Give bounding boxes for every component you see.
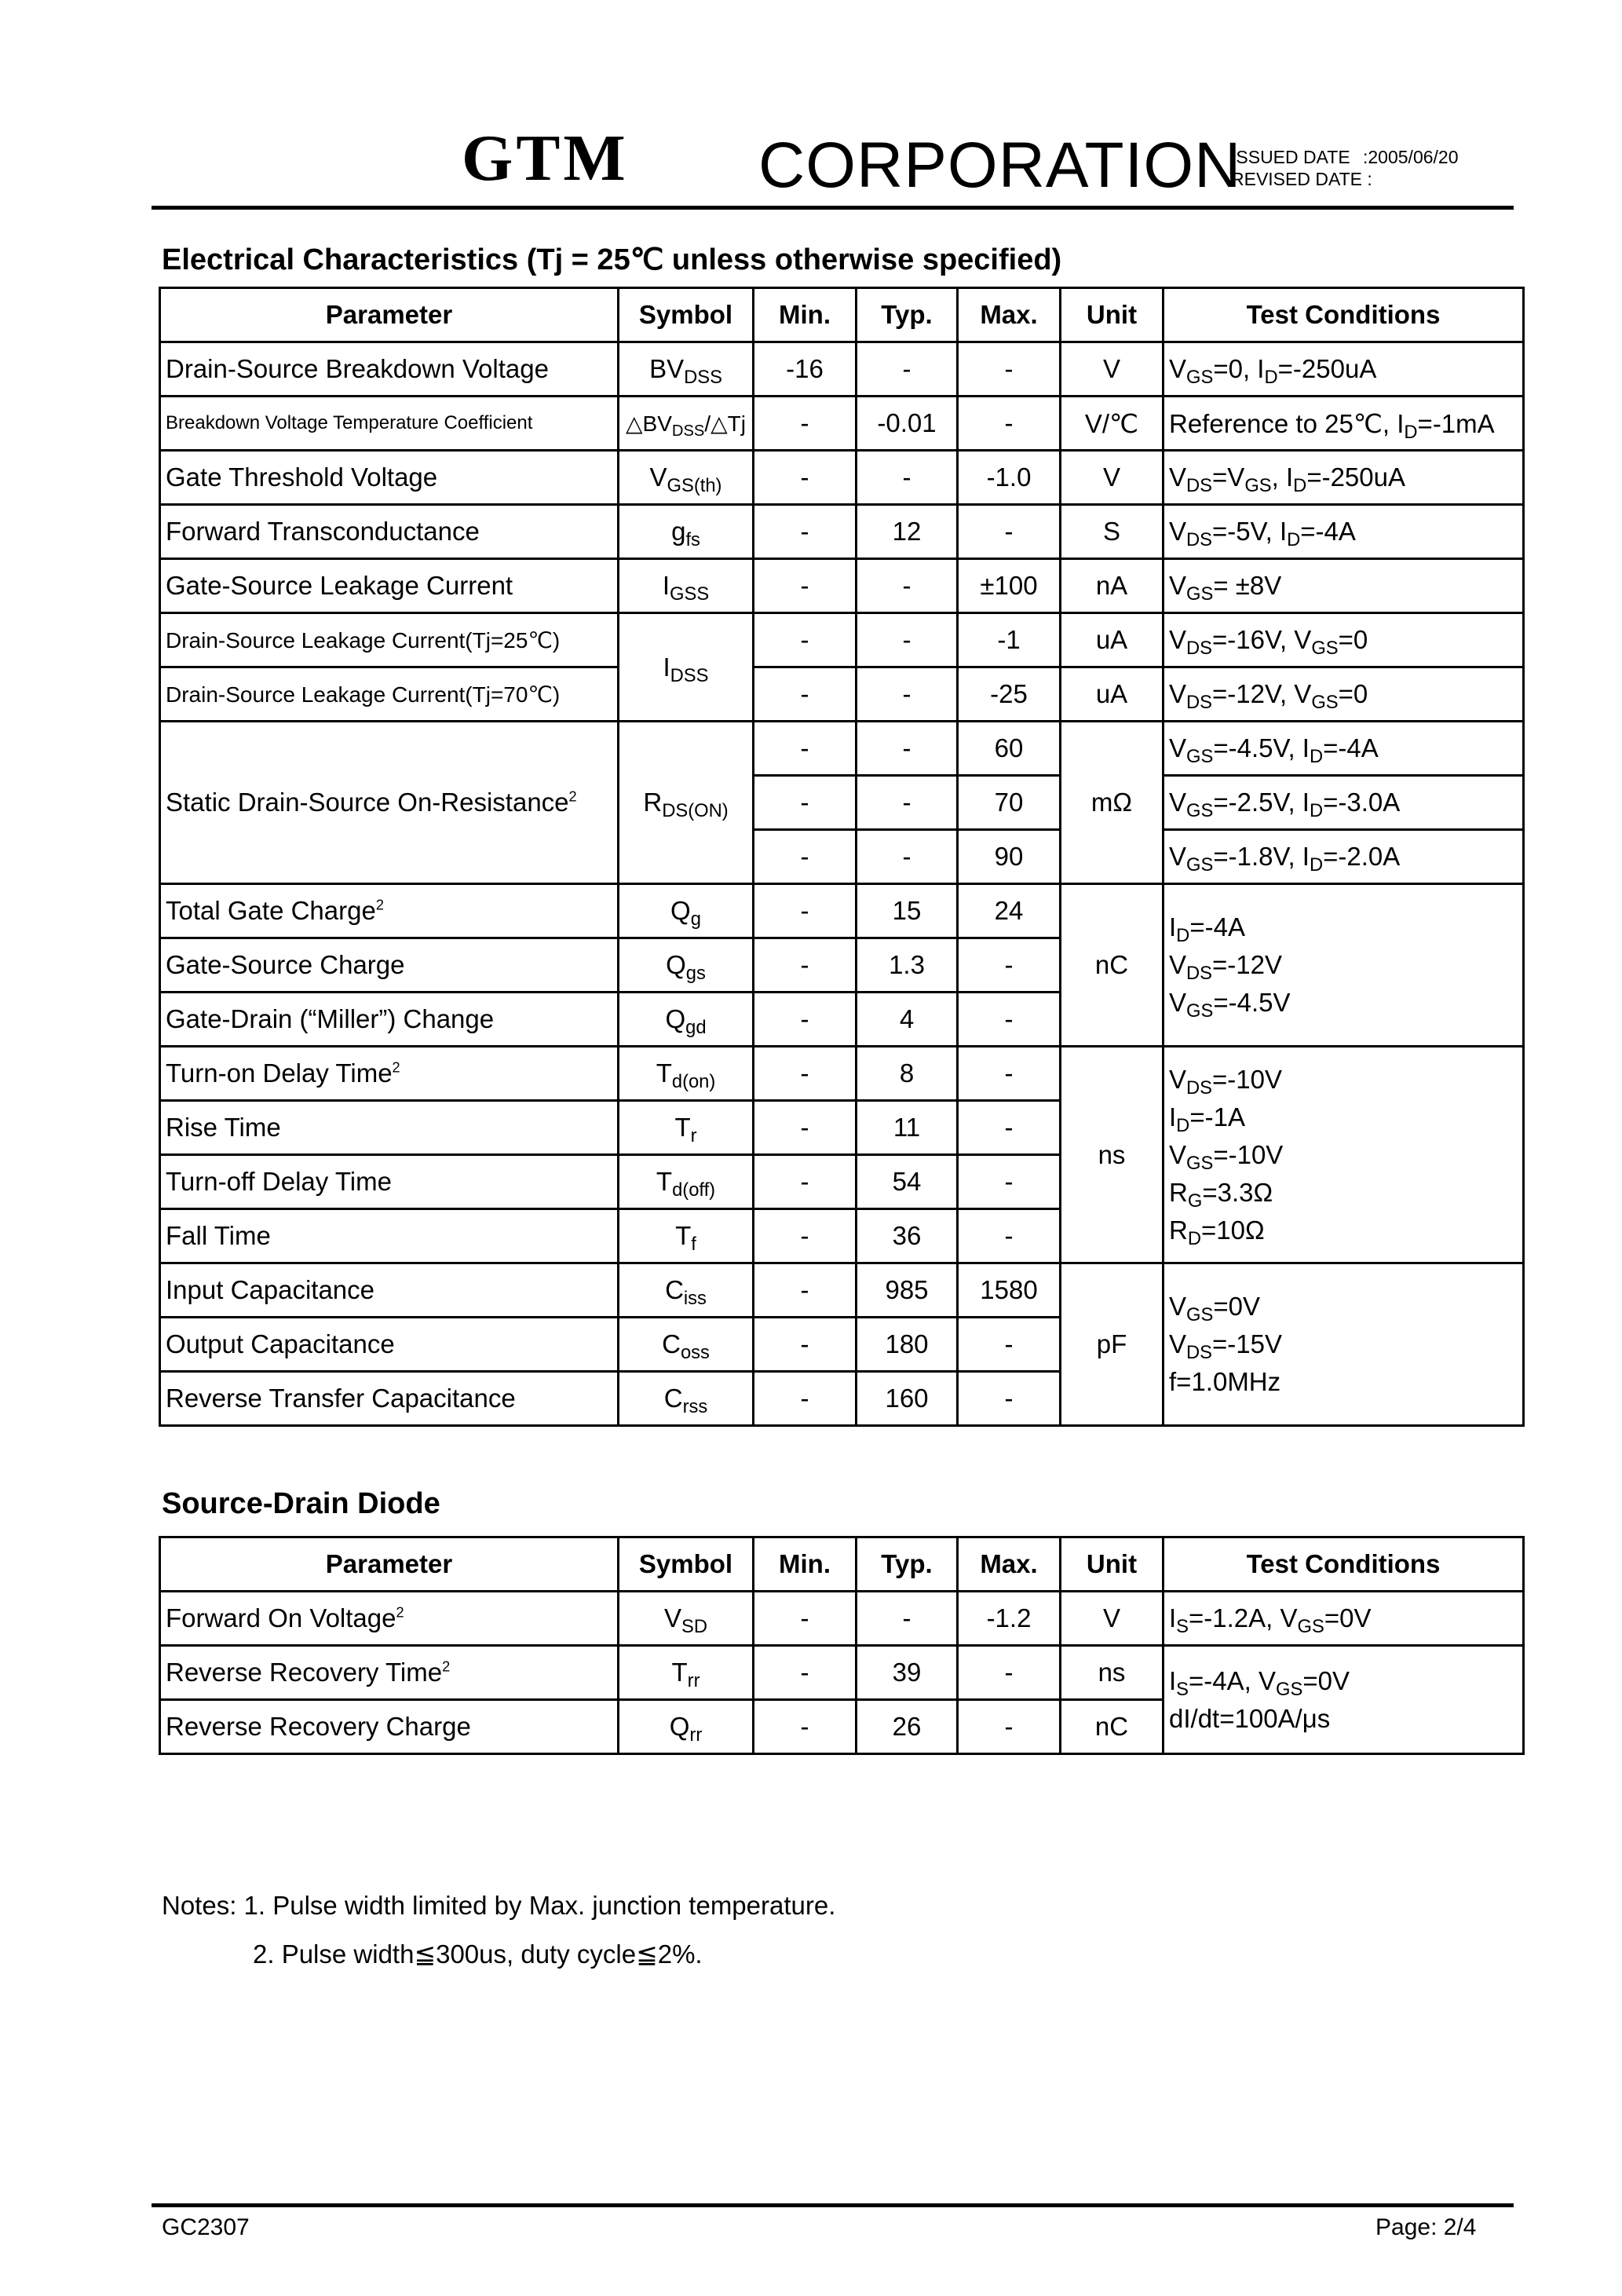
typ-cell: 12 [857, 505, 958, 559]
symbol-cell: $I_{GSS}$ [619, 559, 754, 613]
condition-cell: $V_{GS}=-4.5V$, $I_D=-4A$ [1164, 722, 1524, 776]
min-cell: - [754, 1101, 857, 1155]
notes [162, 1881, 835, 1979]
symbol-cell: $Q_{gs}$ [619, 938, 754, 993]
condition-cell: $V_{GS}=-2.5V$, $I_D=-3.0A$ [1164, 776, 1524, 830]
min-cell: - [754, 1700, 857, 1754]
min-cell: - [754, 397, 857, 451]
min-cell: - [754, 1047, 857, 1101]
min-cell: - [754, 938, 857, 993]
max-cell: -1 [958, 613, 1061, 667]
header-cell: Parameter [160, 288, 619, 342]
min-cell: - [754, 1646, 857, 1700]
unit-cell: ns [1061, 1047, 1164, 1263]
symbol-cell: $T_{d(off)}$ [619, 1155, 754, 1209]
symbol-cell: $R_{DS(ON)}$ [619, 722, 754, 884]
typ-cell: 985 [857, 1263, 958, 1318]
typ-cell: 180 [857, 1318, 958, 1372]
revised-date-label: REVISED DATE : [1231, 169, 1372, 189]
param-cell: Rise Time [160, 1101, 619, 1155]
condition-cell: $V_{DS}=-5V$, $I_D=-4A$ [1164, 505, 1524, 559]
symbol-cell: $\triangle BV_{DSS}/\triangle Tj$ [619, 397, 754, 451]
min-cell: - [754, 1263, 857, 1318]
header-cell: Unit [1061, 288, 1164, 342]
param-cell: Drain-Source Breakdown Voltage [160, 342, 619, 397]
max-cell: - [958, 993, 1061, 1047]
typ-cell: 15 [857, 884, 958, 938]
param-cell: Total Gate Charge$^2$ [160, 884, 619, 938]
typ-cell: 54 [857, 1155, 958, 1209]
header-cell: Typ. [857, 288, 958, 342]
footer-page-number: Page: 2/4 [1375, 2214, 1477, 2240]
source-drain-diode-title: Source-Drain Diode [162, 1487, 440, 1520]
min-cell: - [754, 613, 857, 667]
table-row [160, 451, 1524, 505]
typ-cell: - [857, 667, 958, 722]
max-cell: 24 [958, 884, 1061, 938]
param-cell: Reverse Recovery Time$^2$ [160, 1646, 619, 1700]
header-cell: Symbol [619, 1537, 754, 1592]
symbol-cell: $V_{GS(th)}$ [619, 451, 754, 505]
param-cell: Forward On Voltage$^2$ [160, 1592, 619, 1646]
param-cell: Reverse Recovery Charge [160, 1700, 619, 1754]
symbol-cell: $C_{rss}$ [619, 1372, 754, 1426]
symbol-cell: $T_{d(on)}$ [619, 1047, 754, 1101]
condition-cell: $V_{GS}= \pm 8V$ [1164, 559, 1524, 613]
header-cell: Max. [958, 288, 1061, 342]
min-cell: - [754, 830, 857, 884]
max-cell: 70 [958, 776, 1061, 830]
max-cell: - [958, 1646, 1061, 1700]
table-row [160, 667, 1524, 722]
unit-cell: V [1061, 451, 1164, 505]
typ-cell: - [857, 1592, 958, 1646]
condition-cell: $I_S=-4A$, $V_{GS}=0V$ dI/dt=100A/μs [1164, 1646, 1524, 1754]
param-cell: Output Capacitance [160, 1318, 619, 1372]
table-row [160, 505, 1524, 559]
max-cell: - [958, 1155, 1061, 1209]
table-row [160, 1646, 1524, 1700]
max-cell: ±100 [958, 559, 1061, 613]
max-cell: -25 [958, 667, 1061, 722]
symbol-cell: $T_f$ [619, 1209, 754, 1263]
table-row [160, 1047, 1524, 1101]
symbol-cell: $Q_{rr}$ [619, 1700, 754, 1754]
typ-cell: - [857, 559, 958, 613]
header-cell: Min. [754, 1537, 857, 1592]
min-cell: - [754, 993, 857, 1047]
symbol-cell: $Q_g$ [619, 884, 754, 938]
param-cell: Gate Threshold Voltage [160, 451, 619, 505]
min-cell: - [754, 722, 857, 776]
condition-cell: $V_{DS}=-10V$ $I_D=-1A$ $V_{GS}=-10V$ $R_G=3.3\Omega$ $R_D=10\Omega$ [1164, 1047, 1524, 1263]
condition-cell: $V_{DS}=-16V$, $V_{GS}=0$ [1164, 613, 1524, 667]
param-cell: Turn-on Delay Time$^2$ [160, 1047, 619, 1101]
unit-cell: pF [1061, 1263, 1164, 1426]
min-cell: - [754, 1209, 857, 1263]
max-cell: -1.0 [958, 451, 1061, 505]
typ-cell: 8 [857, 1047, 958, 1101]
typ-cell: - [857, 776, 958, 830]
typ-cell: - [857, 342, 958, 397]
min-cell: - [754, 1592, 857, 1646]
header-rule [152, 206, 1514, 210]
table-row [160, 397, 1524, 451]
symbol-cell: $C_{oss}$ [619, 1318, 754, 1372]
condition-cell: $V_{GS}=-1.8V$, $I_D=-2.0A$ [1164, 830, 1524, 884]
param-cell: Breakdown Voltage Temperature Coefficient [160, 397, 619, 451]
param-cell: Forward Transconductance [160, 505, 619, 559]
max-cell: 60 [958, 722, 1061, 776]
condition-cell: $I_D=-4A$ $V_{DS}=-12V$ $V_{GS}=-4.5V$ [1164, 884, 1524, 1047]
symbol-cell: $V_{SD}$ [619, 1592, 754, 1646]
min-cell: - [754, 505, 857, 559]
footer-part-number: GC2307 [162, 2214, 250, 2240]
param-cell: Gate-Source Charge [160, 938, 619, 993]
issue-dates [1231, 146, 1459, 190]
max-cell: - [958, 1372, 1061, 1426]
max-cell: - [958, 1209, 1061, 1263]
min-cell: - [754, 559, 857, 613]
unit-cell: nC [1061, 1700, 1164, 1754]
max-cell: - [958, 1047, 1061, 1101]
unit-cell: S [1061, 505, 1164, 559]
header-cell: Max. [958, 1537, 1061, 1592]
max-cell: 90 [958, 830, 1061, 884]
table-row [160, 884, 1524, 938]
param-cell: Turn-off Delay Time [160, 1155, 619, 1209]
table-row [160, 559, 1524, 613]
max-cell: - [958, 397, 1061, 451]
condition-cell: $V_{DS}=V_{GS}$, $I_D=-250uA$ [1164, 451, 1524, 505]
min-cell: - [754, 667, 857, 722]
electrical-characteristics-title: Electrical Characteristics (Tj = 25℃ unless otherwise specified) [162, 243, 1062, 276]
unit-cell: ns [1061, 1646, 1164, 1700]
table-header-row [160, 288, 1524, 342]
condition-cell: $V_{GS}=0$, $I_D=-250uA$ [1164, 342, 1524, 397]
header-cell: Unit [1061, 1537, 1164, 1592]
param-cell: Gate-Source Leakage Current [160, 559, 619, 613]
header-cell: Test Conditions [1164, 288, 1524, 342]
electrical-characteristics-table [159, 287, 1525, 1427]
min-cell: - [754, 1372, 857, 1426]
param-cell: Reverse Transfer Capacitance [160, 1372, 619, 1426]
param-cell: Gate-Drain (“Miller”) Change [160, 993, 619, 1047]
symbol-cell: $Q_{gd}$ [619, 993, 754, 1047]
typ-cell: - [857, 613, 958, 667]
header-cell: Symbol [619, 288, 754, 342]
typ-cell: 26 [857, 1700, 958, 1754]
table-row [160, 613, 1524, 667]
company-logo: GTM [462, 122, 629, 195]
note-2: 2. Pulse width≦300us, duty cycle≦2%. [253, 1940, 703, 1969]
max-cell: - [958, 938, 1061, 993]
table-header-row [160, 1537, 1524, 1592]
symbol-cell: $C_{iss}$ [619, 1263, 754, 1318]
max-cell: - [958, 342, 1061, 397]
min-cell: - [754, 1155, 857, 1209]
typ-cell: - [857, 722, 958, 776]
header-cell: Min. [754, 288, 857, 342]
typ-cell: 4 [857, 993, 958, 1047]
condition-cell: $I_S=-1.2A$, $V_{GS}=0V$ [1164, 1592, 1524, 1646]
min-cell: - [754, 776, 857, 830]
typ-cell: 1.3 [857, 938, 958, 993]
typ-cell: 160 [857, 1372, 958, 1426]
param-cell: Fall Time [160, 1209, 619, 1263]
param-cell: Input Capacitance [160, 1263, 619, 1318]
note-1: Notes: 1. Pulse width limited by Max. junction temperature. [162, 1891, 836, 1920]
symbol-cell: $T_r$ [619, 1101, 754, 1155]
corporation-title: CORPORATION [758, 130, 1242, 201]
issued-date-value: :2005/06/20 [1363, 147, 1459, 167]
table-row [160, 342, 1524, 397]
header-cell: Typ. [857, 1537, 958, 1592]
header-cell: Test Conditions [1164, 1537, 1524, 1592]
issued-date-label: ISSUED DATE [1231, 147, 1350, 167]
header-cell: Parameter [160, 1537, 619, 1592]
typ-cell: -0.01 [857, 397, 958, 451]
param-cell: Static Drain-Source On-Resistance$^2$ [160, 722, 619, 884]
symbol-cell: $g_{fs}$ [619, 505, 754, 559]
typ-cell: 39 [857, 1646, 958, 1700]
unit-cell: uA [1061, 667, 1164, 722]
max-cell: - [958, 1700, 1061, 1754]
max-cell: - [958, 505, 1061, 559]
unit-cell: V [1061, 342, 1164, 397]
max-cell: 1580 [958, 1263, 1061, 1318]
unit-cell: mΩ [1061, 722, 1164, 884]
min-cell: - [754, 884, 857, 938]
unit-cell: nA [1061, 559, 1164, 613]
typ-cell: 11 [857, 1101, 958, 1155]
table-row [160, 1263, 1524, 1318]
param-cell: Drain-Source Leakage Current(Tj=70℃) [160, 667, 619, 722]
table-row [160, 722, 1524, 776]
table-row [160, 1592, 1524, 1646]
typ-cell: 36 [857, 1209, 958, 1263]
symbol-cell: $BV_{DSS}$ [619, 342, 754, 397]
max-cell: -1.2 [958, 1592, 1061, 1646]
condition-cell: Reference to 25℃, $I_D=-1mA$ [1164, 397, 1524, 451]
typ-cell: - [857, 451, 958, 505]
typ-cell: - [857, 830, 958, 884]
condition-cell: $V_{GS}=0V$ $V_{DS}=-15V$ f=1.0MHz [1164, 1263, 1524, 1426]
footer-rule [152, 2203, 1514, 2207]
param-cell: Drain-Source Leakage Current(Tj=25℃) [160, 613, 619, 667]
symbol-cell: $I_{DSS}$ [619, 613, 754, 722]
unit-cell: nC [1061, 884, 1164, 1047]
min-cell: - [754, 1318, 857, 1372]
symbol-cell: $T_{rr}$ [619, 1646, 754, 1700]
unit-cell: V [1061, 1592, 1164, 1646]
source-drain-diode-table [159, 1536, 1525, 1755]
min-cell: - [754, 451, 857, 505]
unit-cell: uA [1061, 613, 1164, 667]
max-cell: - [958, 1318, 1061, 1372]
condition-cell: $V_{DS}=-12V$, $V_{GS}=0$ [1164, 667, 1524, 722]
max-cell: - [958, 1101, 1061, 1155]
min-cell: -16 [754, 342, 857, 397]
unit-cell: V/℃ [1061, 397, 1164, 451]
